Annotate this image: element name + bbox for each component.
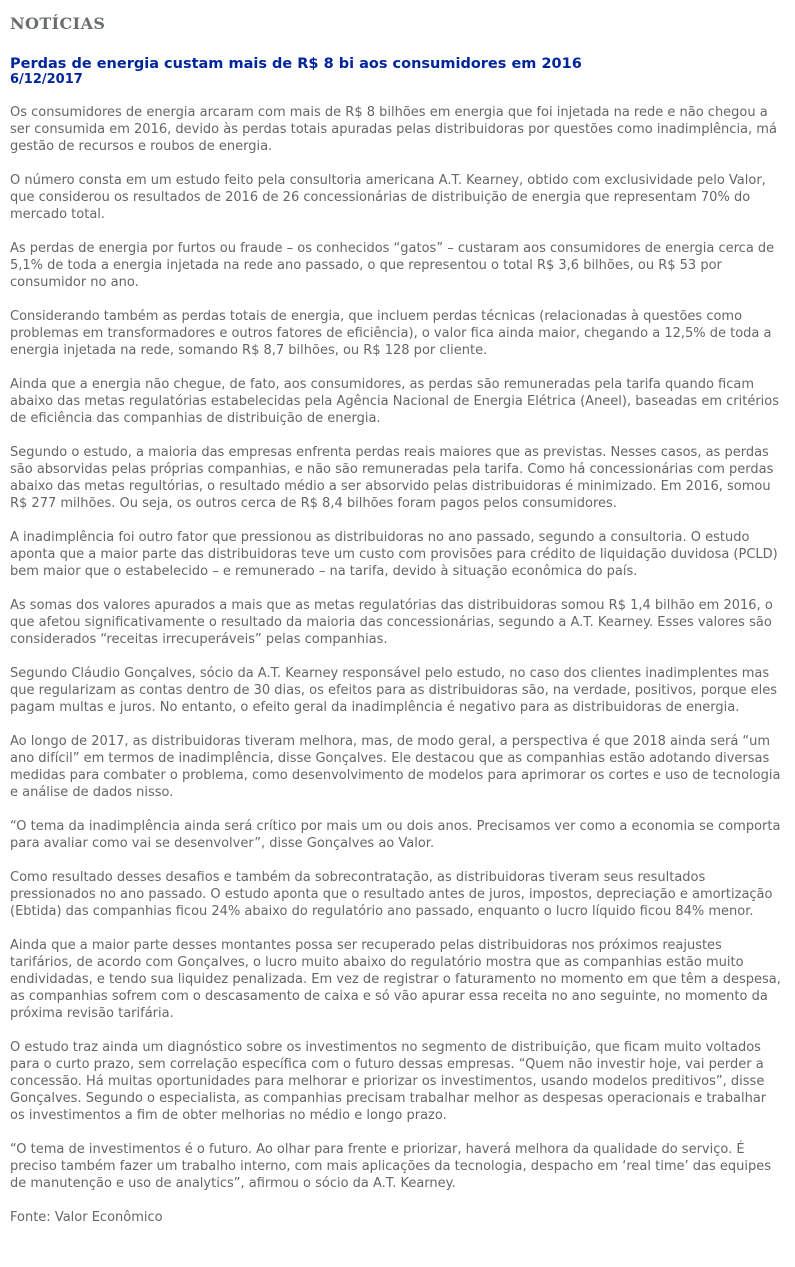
- article-paragraph: O estudo traz ainda um diagnóstico sobre os investimentos no segmento de distribuição, que ficam muito voltados para o curto prazo, sem correlação específica com o futuro dessas empresas. “Quem não investir hoje, vai perder a concessão. Há muitas oportunidades para melhorar e priorizar os investimentos, usando modelos preditivos”, disse Gonçalves. Segundo o especialista, as companhias precisam trabalhar melhor as despesas operacionais e trabalhar os investimentos a fim de obter melhorias no médio e longo prazo.: [10, 1040, 767, 1123]
- article-date: 6/12/2017: [10, 72, 83, 87]
- article-paragraph: Considerando também as perdas totais de energia, que incluem perdas técnicas (relacionadas à questões como problemas em transformadores e outros fatores de eficiência), o valor fica ainda maior, chegando a 12,5% de toda a energia injetada na rede, somando R$ 8,7 bilhões, ou R$ 128 por cliente.: [10, 309, 772, 358]
- article-paragraph: As somas dos valores apurados a mais que as metas regulatórias das distribuidoras somou R$ 1,4 bilhão em 2016, o que afetou significativamente o resultado da maioria das concessionárias, segundo a A.T. Kearney. Esses valores são considerados “receitas irrecuperáveis” pelas companhias.: [10, 598, 773, 647]
- article-paragraph: Os consumidores de energia arcaram com mais de R$ 8 bilhões em energia que foi injetada na rede e não chegou a ser consumida em 2016, devido às perdas totais apuradas pelas distribuidoras por questões como inadimplência, má gestão de recursos e roubos de energia.: [10, 105, 777, 154]
- article-paragraph: Ainda que a maior parte desses montantes possa ser recuperado pelas distribuidoras nos próximos reajustes tarifários, de acordo com Gonçalves, o lucro muito abaixo do regulatório mostra que as companhias estão muito endividadas, e tendo sua liquidez penalizada. Em vez de registrar o faturamento no momento em que têm a despesa, as companhias sofrem com o descasamento de caixa e só vão apurar essa receita no ano seguinte, no momento da próxima revisão tarifária.: [10, 938, 781, 1021]
- news-article: [10, 56, 783, 1226]
- article-paragraph: “O tema da inadimplência ainda será crítico por mais um ou dois anos. Precisamos ver como a economia se comporta para avaliar como vai se desenvolver”, disse Gonçalves ao Valor.: [10, 819, 781, 851]
- article-paragraph: O número consta em um estudo feito pela consultoria americana A.T. Kearney, obtido com exclusividade pelo Valor, que considerou os resultados de 2016 de 26 concessionárias de distribuição de energia que representam 70% do mercado total.: [10, 173, 766, 222]
- article-paragraph: Ainda que a energia não chegue, de fato, aos consumidores, as perdas são remuneradas pela tarifa quando ficam abaixo das metas regulatórias estabelecidas pela Agência Nacional de Energia Elétrica (Aneel), baseadas em critérios de eficiência das companhias de distribuição de energia.: [10, 377, 780, 426]
- source-line: Fonte: Valor Econômico: [10, 1210, 163, 1225]
- article-title: Perdas de energia custam mais de R$ 8 bi aos consumidores em 2016: [10, 56, 582, 72]
- article-paragraph: “O tema de investimentos é o futuro. Ao olhar para frente e priorizar, haverá melhora da qualidade do serviço. É preciso também fazer um trabalho interno, com mais aplicações da tecnologia, despacho em ‘real time’ das equipes de manutenção e uso de analytics”, afirmou o sócio da A.T. Kearney.: [10, 1142, 772, 1191]
- article-paragraph: Ao longo de 2017, as distribuidoras tiveram melhora, mas, de modo geral, a perspectiva é que 2018 ainda será “um ano difícil” em termos de inadimplência, disse Gonçalves. Ele destacou que as companhias estão adotando diversas medidas para combater o problema, como desenvolvimento de modelos para aprimorar os cortes e uso de tecnologia e análise de dados nisso.: [10, 734, 781, 800]
- article-paragraph: Segundo Cláudio Gonçalves, sócio da A.T. Kearney responsável pelo estudo, no caso dos clientes inadimplentes mas que regularizam as contas dentro de 30 dias, os efeitos para as distribuidoras são, na verdade, positivos, porque eles pagam multas e juros. No entanto, o efeito geral da inadimplência é negativo para as distribuidoras de energia.: [10, 666, 778, 715]
- section-title: NOTÍCIAS: [10, 14, 106, 33]
- article-paragraph: As perdas de energia por furtos ou fraude – os conhecidos “gatos” – custaram aos consumidores de energia cerca de 5,1% de toda a energia injetada na rede ano passado, o que representou o total R$ 3,6 bilhões, ou R$ 53 por consumidor no ano.: [10, 241, 775, 290]
- article-paragraph: A inadimplência foi outro fator que pressionou as distribuidoras no ano passado, segundo a consultoria. O estudo aponta que a maior parte das distribuidoras teve um custo com provisões para crédito de liquidação duvidosa (PCLD) bem maior que o estabelecido – e remunerado – na tarifa, devido à situação econômica do país.: [10, 530, 778, 579]
- article-paragraph: Segundo o estudo, a maioria das empresas enfrenta perdas reais maiores que as previstas. Nesses casos, as perdas são absorvidas pelas próprias companhias, e não são remuneradas pela tarifa. Como há concessionárias com perdas abaixo das metas regultórias, o resultado médio a ser absorvido pelas distribuidoras é minimizado. Em 2016, somou R$ 277 milhões. Ou seja, os outros cerca de R$ 8,4 bilhões foram pagos pelos consumidores.: [10, 445, 774, 511]
- article-paragraph: Como resultado desses desafios e também da sobrecontratação, as distribuidoras tiveram seus resultados pressionados no ano passado. O estudo aponta que o resultado antes de juros, impostos, depreciação e amortização (Ebtida) das companhias ficou 24% abaixo do regulatório ano passado, enquanto o lucro líquido ficou 84% menor.: [10, 870, 773, 919]
